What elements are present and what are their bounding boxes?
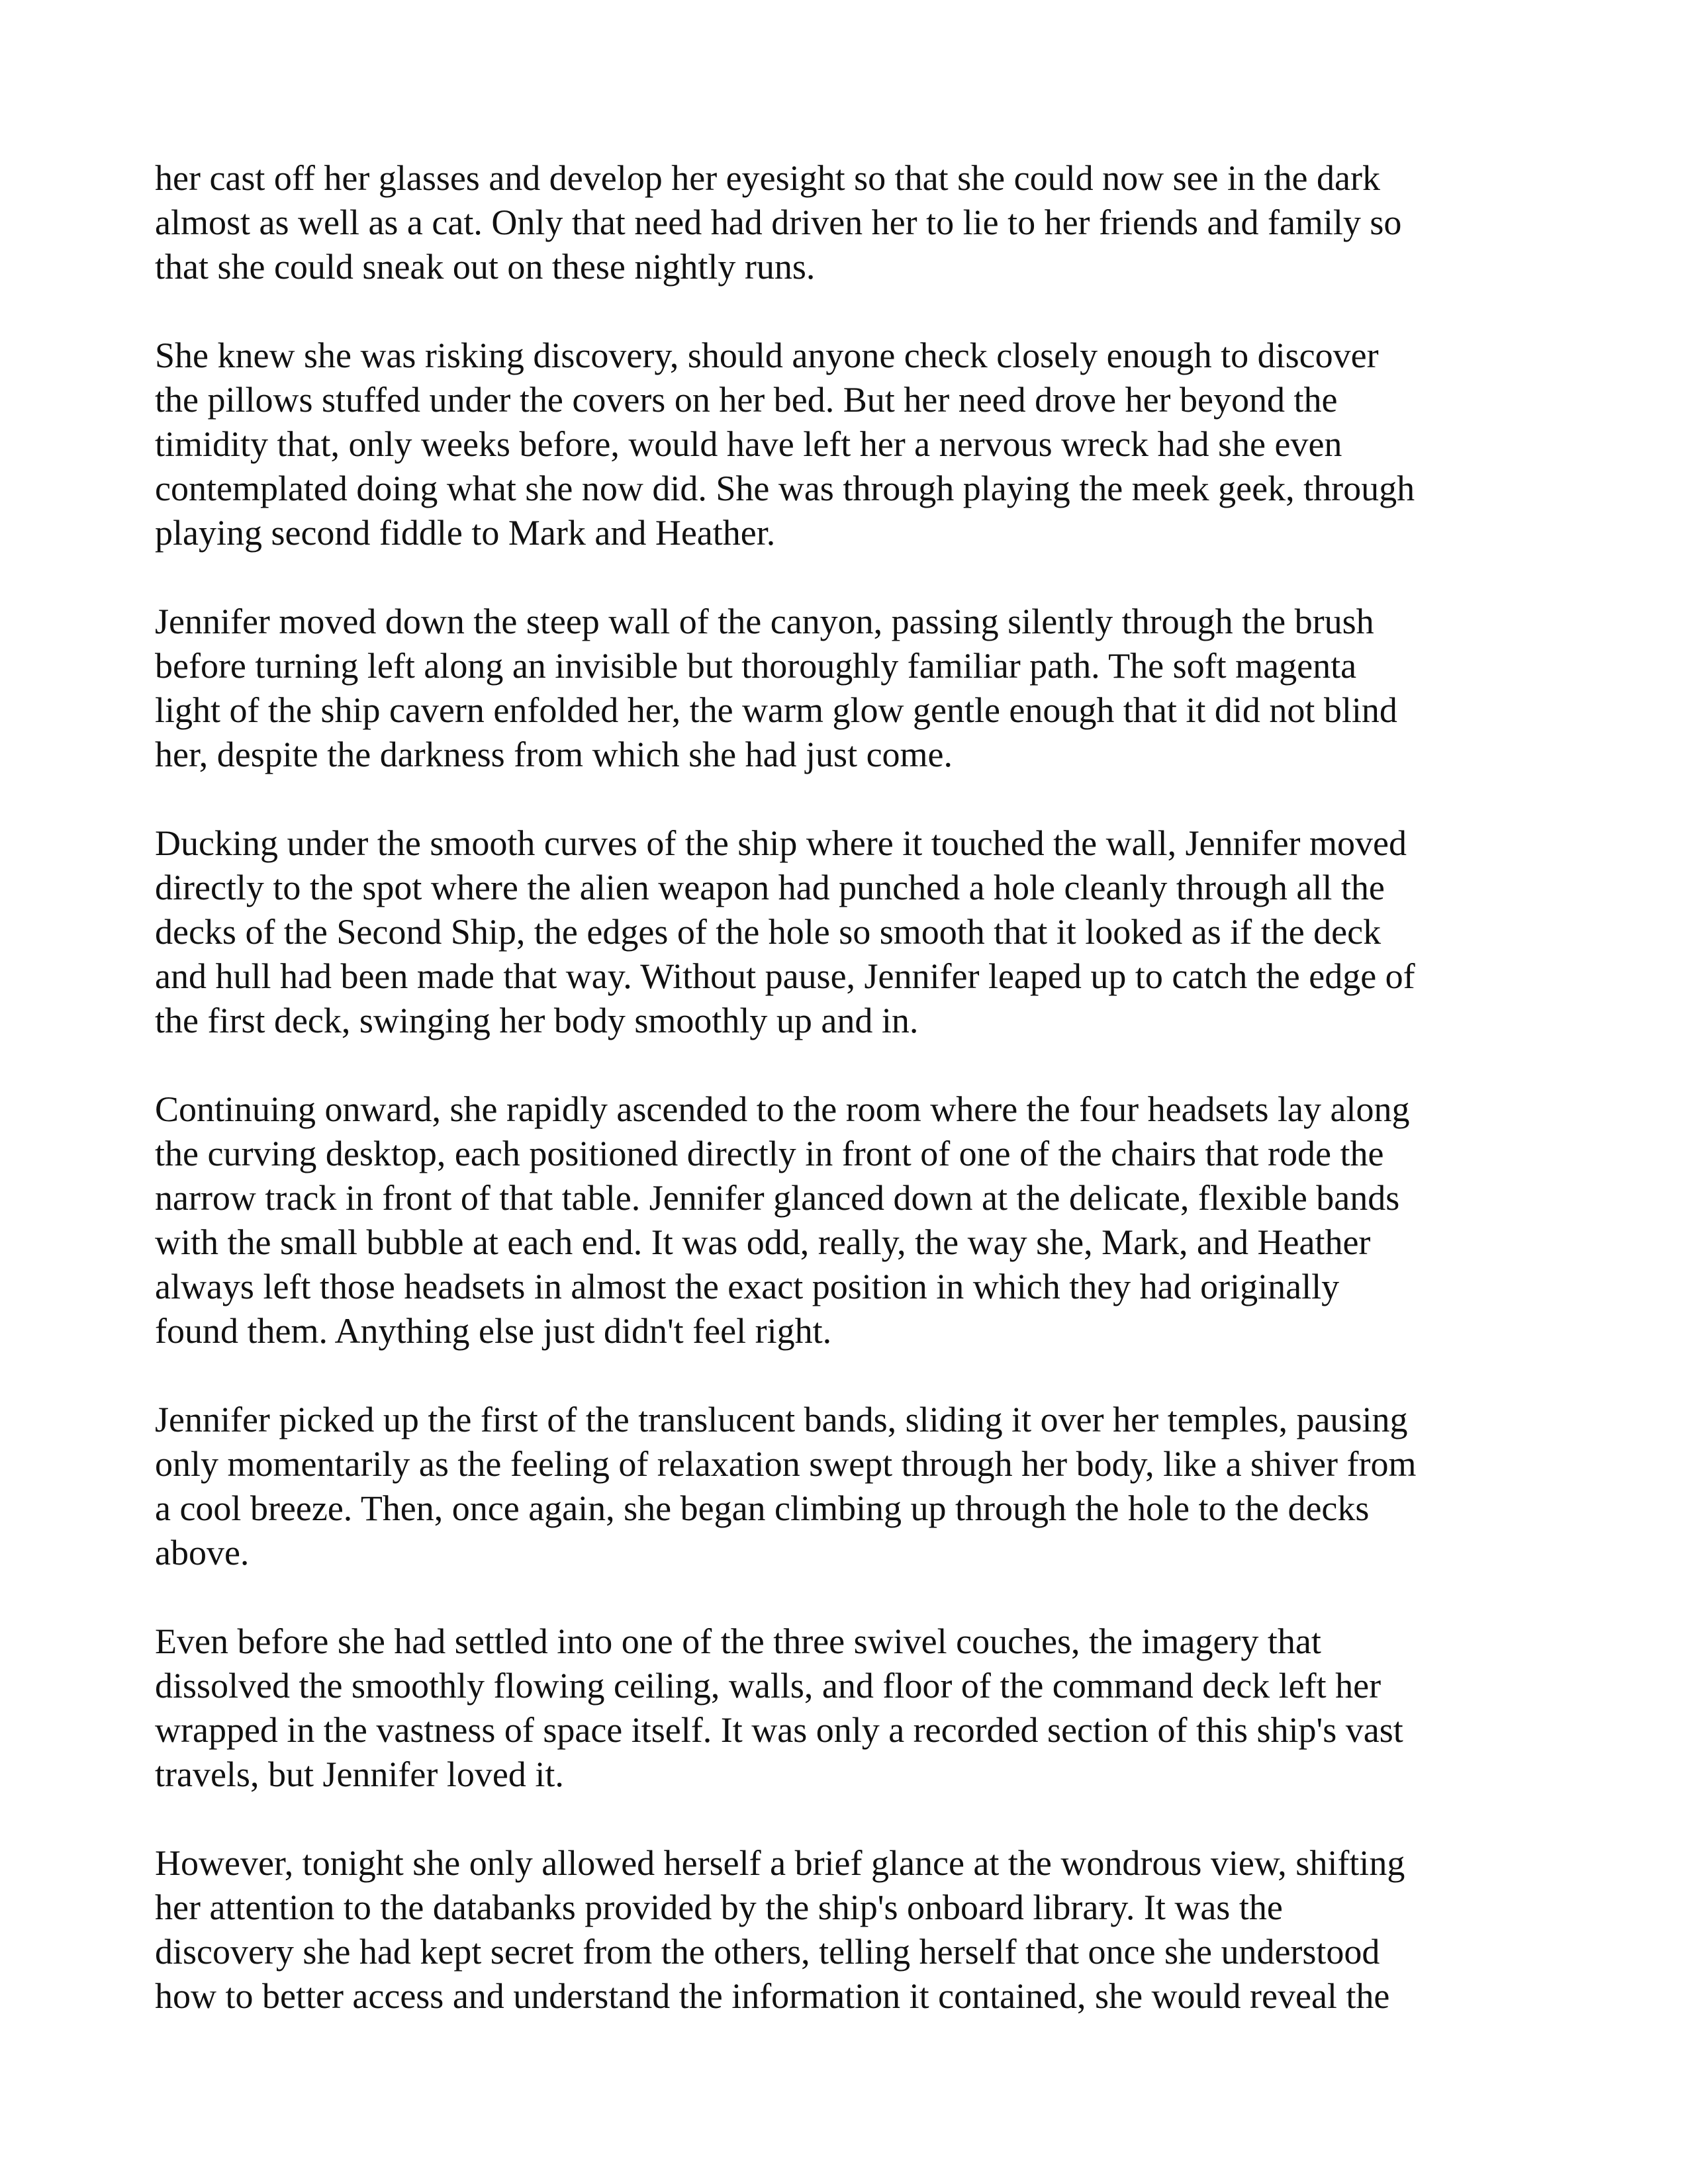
text-line: a cool breeze. Then, once again, she began climbing up through the hole to the decks	[155, 1488, 1370, 1528]
text-line: the pillows stuffed under the covers on her bed. But her need drove her beyond the	[155, 380, 1338, 420]
text-line: light of the ship cavern enfolded her, the warm glow gentle enough that it did not blind	[155, 690, 1397, 730]
text-line: found them. Anything else just didn't feel right.	[155, 1311, 832, 1351]
text-line: that she could sneak out on these nightly runs.	[155, 247, 816, 287]
text-line: Jennifer picked up the first of the translucent bands, sliding it over her temples, pausing	[155, 1400, 1408, 1439]
text-line: Continuing onward, she rapidly ascended to the room where the four headsets lay along	[155, 1089, 1410, 1129]
body-text	[155, 156, 1532, 2019]
paragraph-5	[155, 1087, 1532, 1353]
paragraph-6	[155, 1398, 1532, 1575]
text-line: narrow track in front of that table. Jennifer glanced down at the delicate, flexible bands	[155, 1178, 1400, 1218]
text-line: Ducking under the smooth curves of the ship where it touched the wall, Jennifer moved	[155, 823, 1407, 863]
text-line: her attention to the databanks provided by the ship's onboard library. It was the	[155, 1888, 1283, 1927]
text-line: her cast off her glasses and develop her eyesight so that she could now see in the dark	[155, 158, 1380, 198]
text-line: above.	[155, 1533, 250, 1572]
text-line: Even before she had settled into one of the three swivel couches, the imagery that	[155, 1621, 1321, 1661]
text-line: directly to the spot where the alien weapon had punched a hole cleanly through all the	[155, 868, 1385, 907]
text-line: only momentarily as the feeling of relaxation swept through her body, like a shiver from	[155, 1444, 1417, 1484]
text-line: before turning left along an invisible but thoroughly familiar path. The soft magenta	[155, 646, 1357, 686]
text-line: how to better access and understand the information it contained, she would reveal the	[155, 1976, 1390, 2016]
text-line: the first deck, swinging her body smoothly up and in.	[155, 1001, 919, 1040]
paragraph-2	[155, 334, 1532, 555]
text-line: the curving desktop, each positioned directly in front of one of the chairs that rode the	[155, 1134, 1384, 1173]
text-line: timidity that, only weeks before, would have left her a nervous wreck had she even	[155, 424, 1342, 464]
text-line: However, tonight she only allowed herself a brief glance at the wondrous view, shifting	[155, 1843, 1405, 1883]
paragraph-8	[155, 1841, 1532, 2019]
text-line: with the small bubble at each end. It was odd, really, the way she, Mark, and Heather	[155, 1222, 1371, 1262]
text-line: and hull had been made that way. Without pause, Jennifer leaped up to catch the edge of	[155, 956, 1415, 996]
text-line: her, despite the darkness from which she had just come.	[155, 735, 953, 774]
text-line: Jennifer moved down the steep wall of the canyon, passing silently through the brush	[155, 602, 1374, 641]
paragraph-1	[155, 156, 1532, 289]
paragraph-7	[155, 1619, 1532, 1797]
paragraph-3	[155, 600, 1532, 777]
text-line: travels, but Jennifer loved it.	[155, 1754, 564, 1794]
text-line: always left those headsets in almost the exact position in which they had originally	[155, 1267, 1340, 1306]
text-line: decks of the Second Ship, the edges of the hole so smooth that it looked as if the deck	[155, 912, 1382, 952]
text-line: dissolved the smoothly flowing ceiling, walls, and floor of the command deck left her	[155, 1666, 1382, 1706]
text-line: She knew she was risking discovery, should anyone check closely enough to discover	[155, 336, 1379, 375]
text-line: playing second fiddle to Mark and Heather.	[155, 513, 776, 553]
paragraph-4	[155, 821, 1532, 1043]
text-line: wrapped in the vastness of space itself. It was only a recorded section of this ship's vast	[155, 1710, 1403, 1750]
text-line: discovery she had kept secret from the others, telling herself that once she understood	[155, 1932, 1380, 1972]
text-line: almost as well as a cat. Only that need had driven her to lie to her friends and family so	[155, 203, 1402, 242]
text-line: contemplated doing what she now did. She was through playing the meek geek, through	[155, 469, 1415, 508]
